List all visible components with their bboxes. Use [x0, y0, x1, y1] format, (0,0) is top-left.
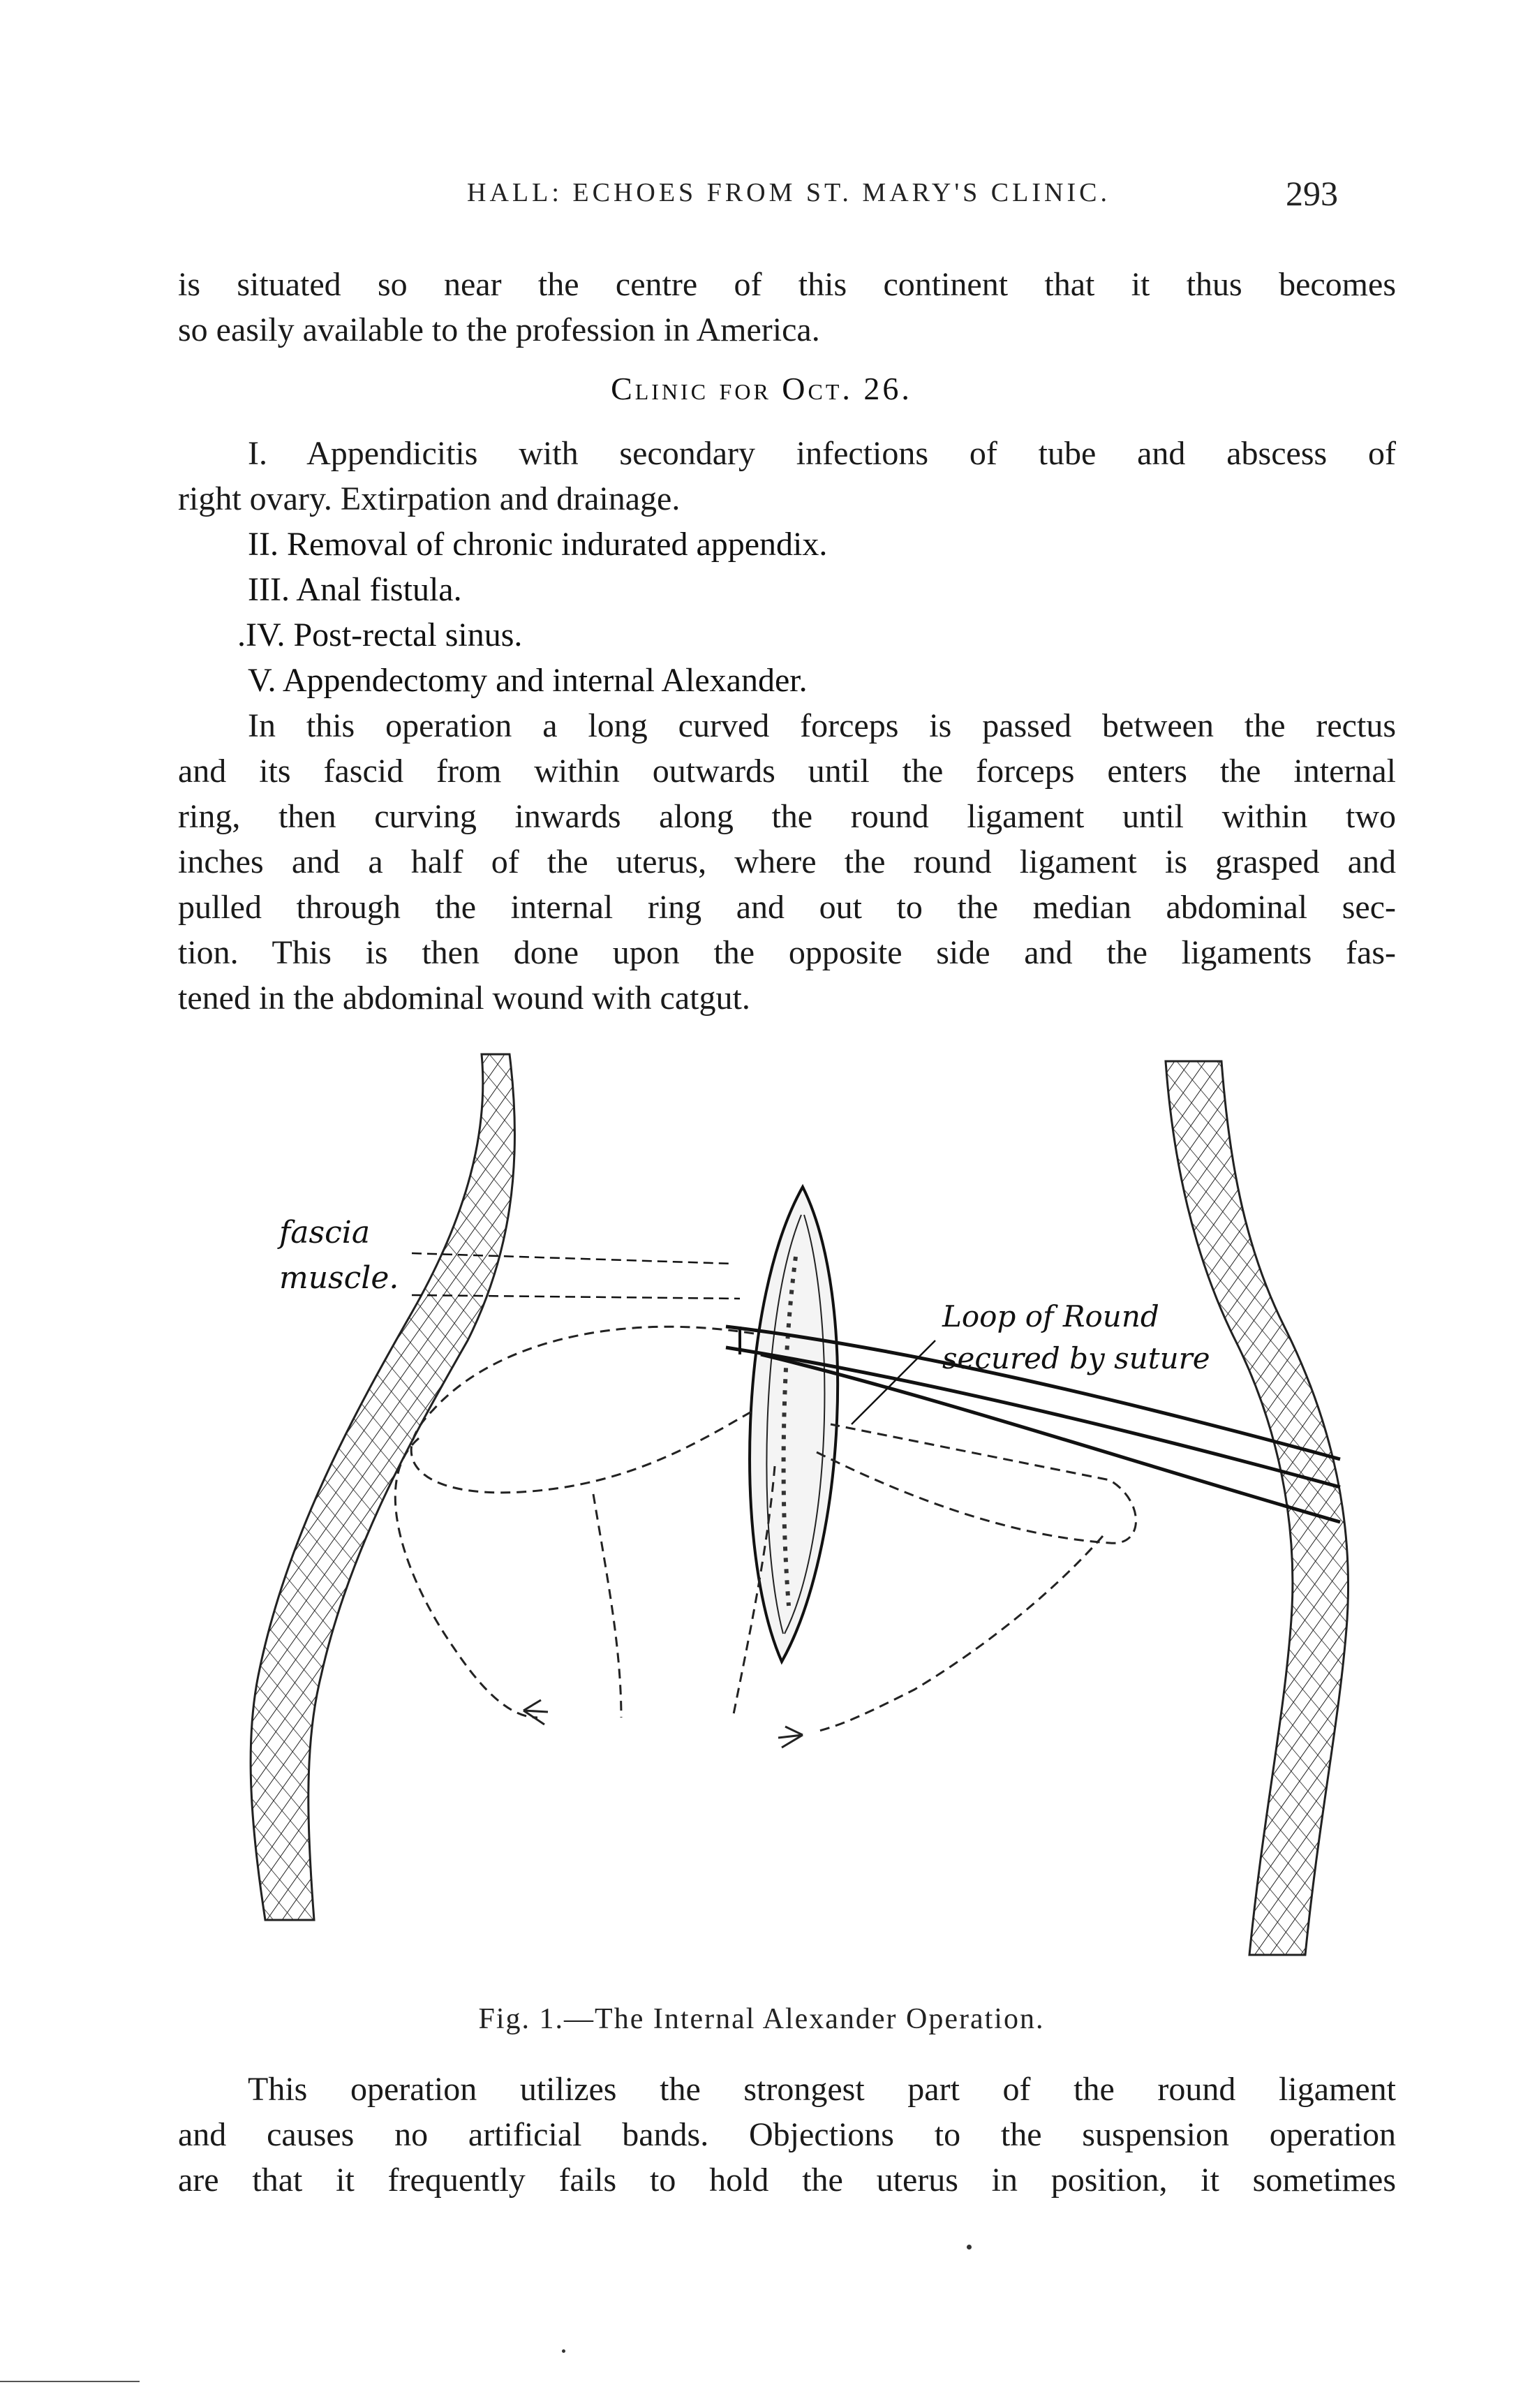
case-3: III. Anal fistula. [248, 571, 462, 608]
case-4: .IV. Post-rectal sinus. [237, 616, 523, 653]
print-speck [967, 2245, 972, 2250]
label-loop-line2: secured by suture [942, 1341, 1210, 1375]
closing-paragraph [178, 2067, 1396, 2203]
case-line: I. Appendicitis with secondary infections of tube and abscess of [248, 435, 1396, 472]
ligament-ends [523, 1700, 803, 1748]
paragraph-line: inches and a half of the uterus, where the round ligament is grasped and [178, 843, 1396, 880]
running-title: HALL: ECHOES FROM ST. MARY'S CLINIC. [467, 178, 1110, 207]
case-line: right ovary. Extirpation and drainage. [178, 480, 681, 517]
intro-line: so easily available to the profession in America. [178, 311, 820, 348]
label-loop-line1: Loop of Round [942, 1299, 1159, 1334]
intro-paragraph [178, 262, 1396, 353]
paragraph-line: and its fascid from within outwards until the forceps enters the internal [178, 753, 1396, 790]
case-2: II. Removal of chronic indurated appendix. [248, 526, 828, 563]
paragraph-line: tion. This is then done upon the opposite side and the ligaments fas- [178, 934, 1396, 971]
paragraph-line: pulled through the internal ring and out to the median abdominal sec- [178, 889, 1396, 926]
figure-caption: Fig. 1.—The Internal Alexander Operation. [478, 2003, 1045, 2035]
label-fascia: fascia [279, 1215, 371, 1250]
paragraph-line: In this operation a long curved forceps is passed between the rectus [248, 707, 1396, 744]
median-incision [750, 1187, 838, 1662]
figure-internal-alexander-operation [202, 1047, 1417, 1997]
page-number: 293 [1286, 174, 1338, 213]
left-abdominal-wall [251, 1054, 514, 1920]
paragraph-line: ring, then curving inwards along the round ligament until within two [178, 798, 1396, 835]
edge-rule [0, 2381, 140, 2382]
paragraph-line: are that it frequently fails to hold the uterus in position, it sometimes [178, 2162, 1396, 2199]
paragraph-line: This operation utilizes the strongest part of the round ligament [248, 2071, 1396, 2108]
label-muscle: muscle. [279, 1260, 399, 1296]
right-abdominal-wall [1166, 1061, 1349, 1955]
clinic-heading: Clinic for Oct. 26. [611, 371, 912, 406]
paragraph-line: tened in the abdominal wound with catgut. [178, 980, 750, 1017]
operation-paragraph [178, 703, 1396, 1021]
case-5: V. Appendectomy and internal Alexander. [248, 662, 808, 699]
print-speck [562, 2349, 565, 2353]
intro-line: is situated so near the centre of this continent that it thus becomes [178, 266, 1396, 303]
case-1 [178, 431, 1396, 522]
paragraph-line: and causes no artificial bands. Objections to the suspension operation [178, 2116, 1396, 2153]
